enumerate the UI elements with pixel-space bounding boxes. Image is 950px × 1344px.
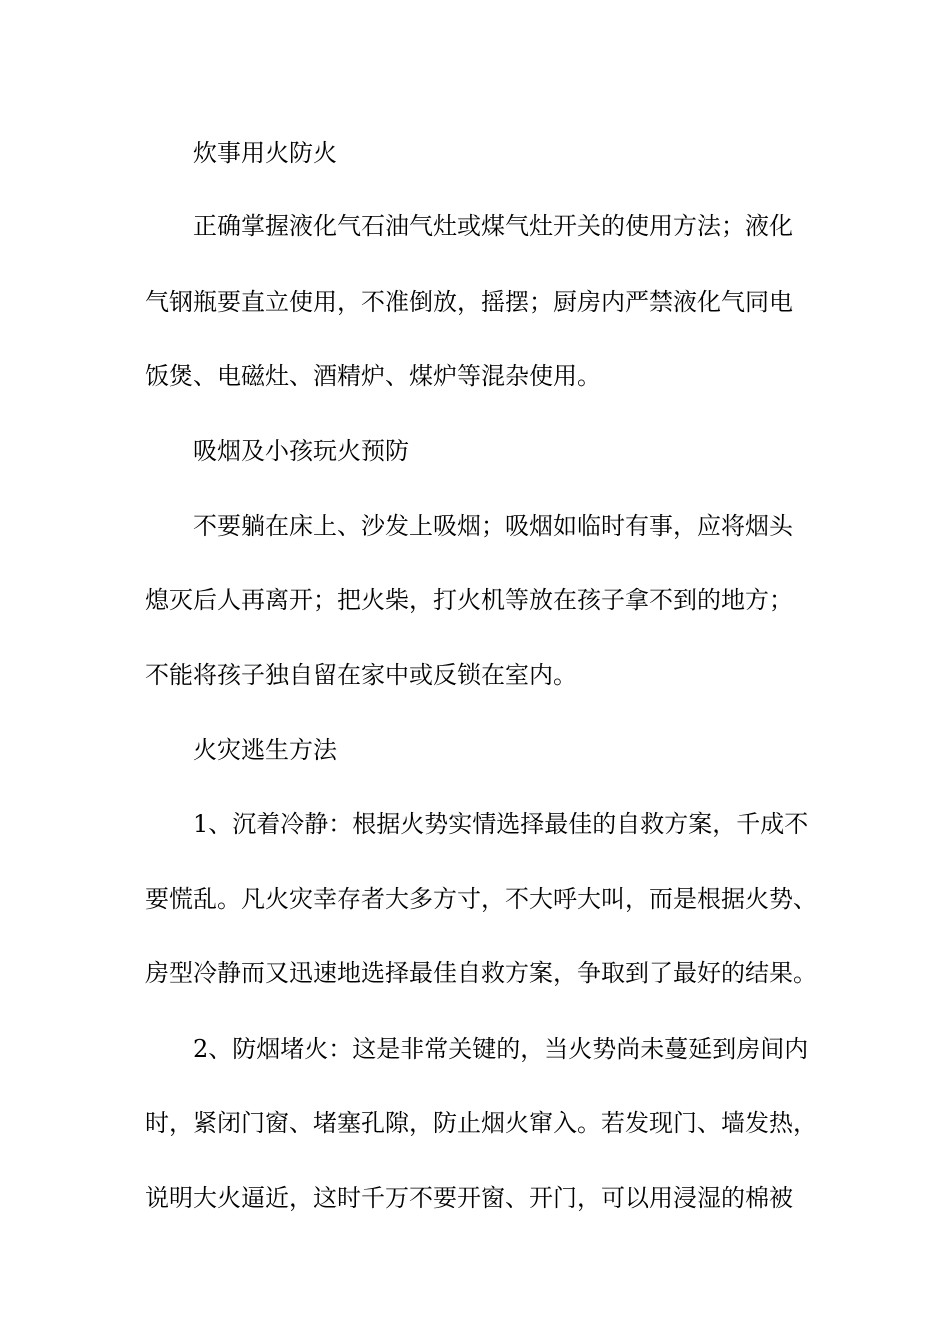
- list-item-line: 1、沉着冷静：根据火势实情选择最佳的自救方案，千成不: [193, 810, 809, 838]
- section-heading-smoking-children: 吸烟及小孩玩火预防: [193, 437, 409, 465]
- paragraph-line: 正确掌握液化气石油气灶或煤气灶开关的使用方法；液化: [193, 212, 793, 240]
- list-item-line: 2、防烟堵火：这是非常关键的，当火势尚未蔓延到房间内: [193, 1035, 809, 1063]
- paragraph-line: 不要躺在床上、沙发上吸烟；吸烟如临时有事，应将烟头: [193, 512, 793, 540]
- list-item-line: 要慌乱。凡火灾幸存者大多方寸，不大呼大叫，而是根据火势、: [145, 885, 817, 913]
- paragraph-line: 饭煲、电磁灶、酒精炉、煤炉等混杂使用。: [145, 362, 601, 390]
- section-heading-fire-escape: 火灾逃生方法: [193, 736, 337, 764]
- list-item-line: 说明大火逼近，这时千万不要开窗、开门，可以用浸湿的棉被: [145, 1184, 793, 1212]
- section-heading-cooking-fire: 炊事用火防火: [193, 139, 337, 167]
- paragraph-line: 熄灭后人再离开；把火柴，打火机等放在孩子拿不到的地方；: [145, 586, 793, 614]
- paragraph-line: 不能将孩子独自留在家中或反锁在室内。: [145, 661, 577, 689]
- list-item-line: 房型冷静而又迅速地选择最佳自救方案，争取到了最好的结果。: [145, 959, 817, 987]
- paragraph-line: 气钢瓶要直立使用，不准倒放，摇摆；厨房内严禁液化气同电: [145, 288, 793, 316]
- list-item-line: 时，紧闭门窗、堵塞孔隙，防止烟火窜入。若发现门、墙发热，: [145, 1109, 817, 1137]
